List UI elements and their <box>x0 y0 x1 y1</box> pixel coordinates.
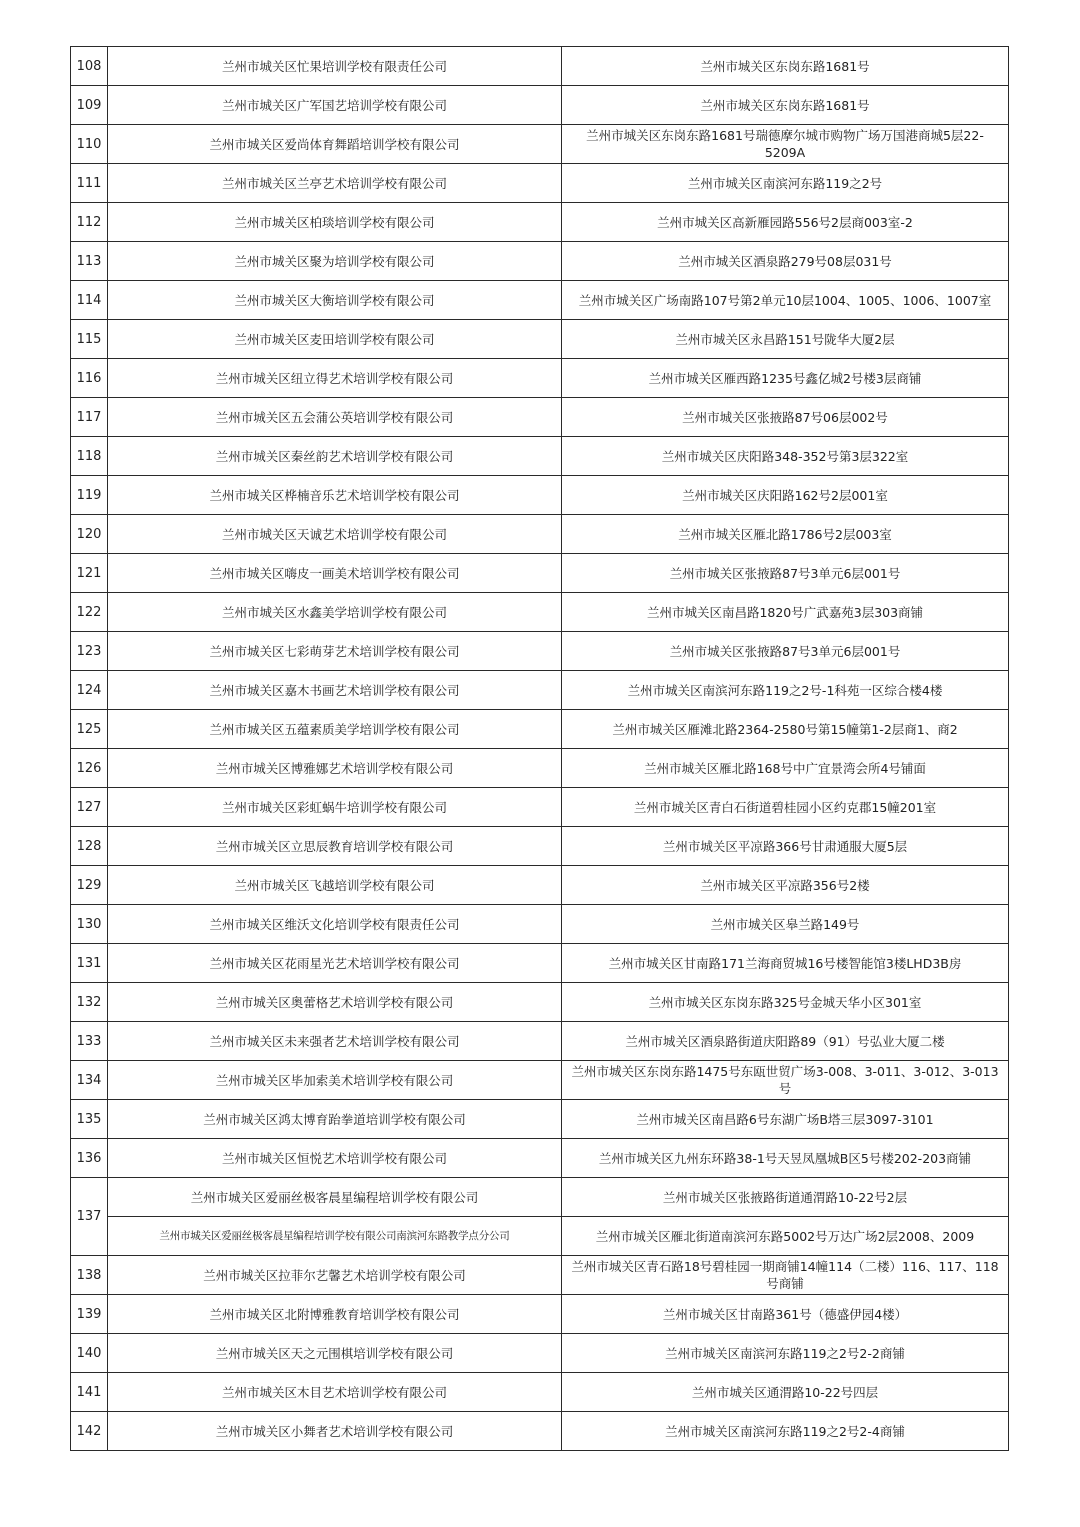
row-number: 109 <box>71 86 108 125</box>
table-row <box>71 1295 1009 1334</box>
school-name: 兰州市城关区聚为培训学校有限公司 <box>108 242 562 281</box>
table-row <box>71 320 1009 359</box>
row-number: 121 <box>71 554 108 593</box>
row-number: 125 <box>71 710 108 749</box>
table-row <box>71 1061 1009 1100</box>
row-number: 141 <box>71 1373 108 1412</box>
row-number: 111 <box>71 164 108 203</box>
school-name: 兰州市城关区广军国艺培训学校有限公司 <box>108 86 562 125</box>
school-name: 兰州市城关区博雅娜艺术培训学校有限公司 <box>108 749 562 788</box>
school-name: 兰州市城关区毕加索美术培训学校有限公司 <box>108 1061 562 1100</box>
school-address: 兰州市城关区张掖路87号3单元6层001号 <box>562 554 1009 593</box>
row-number: 137 <box>71 1178 108 1256</box>
school-name: 兰州市城关区嘉木书画艺术培训学校有限公司 <box>108 671 562 710</box>
row-number: 139 <box>71 1295 108 1334</box>
table-row <box>71 944 1009 983</box>
school-name: 兰州市城关区兰亭艺术培训学校有限公司 <box>108 164 562 203</box>
row-number: 113 <box>71 242 108 281</box>
school-name: 兰州市城关区小舞者艺术培训学校有限公司 <box>108 1412 562 1451</box>
row-number: 108 <box>71 47 108 86</box>
table-row <box>71 398 1009 437</box>
school-name: 兰州市城关区五蕴素质美学培训学校有限公司 <box>108 710 562 749</box>
school-name: 兰州市城关区天之元围棋培训学校有限公司 <box>108 1334 562 1373</box>
row-number: 110 <box>71 125 108 164</box>
school-name: 兰州市城关区忙果培训学校有限责任公司 <box>108 47 562 86</box>
row-number: 112 <box>71 203 108 242</box>
school-address: 兰州市城关区雁北街道南滨河东路5002号万达广场2层2008、2009 <box>562 1217 1009 1256</box>
school-address: 兰州市城关区南昌路6号东湖广场B塔三层3097-3101 <box>562 1100 1009 1139</box>
row-number: 118 <box>71 437 108 476</box>
school-name: 兰州市城关区恒悦艺术培训学校有限公司 <box>108 1139 562 1178</box>
table-row <box>71 242 1009 281</box>
table-row <box>71 632 1009 671</box>
school-name: 兰州市城关区麦田培训学校有限公司 <box>108 320 562 359</box>
row-number: 124 <box>71 671 108 710</box>
table-row <box>71 554 1009 593</box>
table-row <box>71 515 1009 554</box>
table-row <box>71 1100 1009 1139</box>
row-number: 134 <box>71 1061 108 1100</box>
school-address: 兰州市城关区高新雁园路556号2层商003室-2 <box>562 203 1009 242</box>
school-address: 兰州市城关区甘南路361号（德盛伊园4楼） <box>562 1295 1009 1334</box>
school-name: 兰州市城关区彩虹蜗牛培训学校有限公司 <box>108 788 562 827</box>
school-address: 兰州市城关区通渭路10-22号四层 <box>562 1373 1009 1412</box>
school-address: 兰州市城关区雁滩北路2364-2580号第15幢第1-2层商1、商2 <box>562 710 1009 749</box>
school-name: 兰州市城关区大衡培训学校有限公司 <box>108 281 562 320</box>
school-name: 兰州市城关区桦楠音乐艺术培训学校有限公司 <box>108 476 562 515</box>
school-name: 兰州市城关区纽立得艺术培训学校有限公司 <box>108 359 562 398</box>
row-number: 142 <box>71 1412 108 1451</box>
school-address: 兰州市城关区平凉路356号2楼 <box>562 866 1009 905</box>
table-row <box>71 749 1009 788</box>
school-name: 兰州市城关区飞越培训学校有限公司 <box>108 866 562 905</box>
school-name: 兰州市城关区天诚艺术培训学校有限公司 <box>108 515 562 554</box>
table-row <box>71 1256 1009 1295</box>
school-address: 兰州市城关区雁北路168号中广宜景湾会所4号铺面 <box>562 749 1009 788</box>
table-row <box>71 1139 1009 1178</box>
table-row <box>71 1334 1009 1373</box>
school-name: 兰州市城关区秦丝韵艺术培训学校有限公司 <box>108 437 562 476</box>
school-address: 兰州市城关区南滨河东路119之2号2-2商铺 <box>562 1334 1009 1373</box>
school-address: 兰州市城关区张掖路街道通渭路10-22号2层 <box>562 1178 1009 1217</box>
school-name: 兰州市城关区拉菲尔艺馨艺术培训学校有限公司 <box>108 1256 562 1295</box>
school-name: 兰州市城关区未来强者艺术培训学校有限公司 <box>108 1022 562 1061</box>
table-row <box>71 827 1009 866</box>
school-address: 兰州市城关区九州东环路38-1号天昱凤凰城B区5号楼202-203商铺 <box>562 1139 1009 1178</box>
school-name: 兰州市城关区柏琰培训学校有限公司 <box>108 203 562 242</box>
row-number: 130 <box>71 905 108 944</box>
table-row <box>71 437 1009 476</box>
row-number: 128 <box>71 827 108 866</box>
row-number: 115 <box>71 320 108 359</box>
school-address: 兰州市城关区雁北路1786号2层003室 <box>562 515 1009 554</box>
school-address: 兰州市城关区青石路18号碧桂园一期商铺14幢114（二楼）116、117、118号商铺 <box>562 1256 1009 1295</box>
table-row <box>71 788 1009 827</box>
row-number: 122 <box>71 593 108 632</box>
school-address: 兰州市城关区张掖路87号3单元6层001号 <box>562 632 1009 671</box>
table-row <box>71 905 1009 944</box>
row-number: 129 <box>71 866 108 905</box>
table-row <box>71 164 1009 203</box>
table-row <box>71 1412 1009 1451</box>
row-number: 135 <box>71 1100 108 1139</box>
table-row <box>71 1178 1009 1217</box>
school-name: 兰州市城关区北附博雅教育培训学校有限公司 <box>108 1295 562 1334</box>
school-address: 兰州市城关区南滨河东路119之2号2-4商铺 <box>562 1412 1009 1451</box>
table-row <box>71 203 1009 242</box>
table-body <box>71 47 1009 1451</box>
school-name: 兰州市城关区七彩萌芽艺术培训学校有限公司 <box>108 632 562 671</box>
row-number: 132 <box>71 983 108 1022</box>
row-number: 123 <box>71 632 108 671</box>
table-row <box>71 476 1009 515</box>
school-address: 兰州市城关区东岗东路325号金城天华小区301室 <box>562 983 1009 1022</box>
row-number: 136 <box>71 1139 108 1178</box>
table-row <box>71 1022 1009 1061</box>
school-address: 兰州市城关区东岗东路1681号 <box>562 47 1009 86</box>
table-row <box>71 125 1009 164</box>
branch-school-name: 兰州市城关区爱丽丝极客晨星编程培训学校有限公司南滨河东路教学点分公司 <box>108 1217 562 1256</box>
row-number: 140 <box>71 1334 108 1373</box>
school-address: 兰州市城关区青白石街道碧桂园小区约克郡15幢201室 <box>562 788 1009 827</box>
row-number: 120 <box>71 515 108 554</box>
school-address: 兰州市城关区雁西路1235号鑫亿城2号楼3层商铺 <box>562 359 1009 398</box>
school-name: 兰州市城关区五会蒲公英培训学校有限公司 <box>108 398 562 437</box>
school-list-table <box>70 46 1009 1451</box>
school-address: 兰州市城关区庆阳路348-352号第3层322室 <box>562 437 1009 476</box>
table-row <box>71 671 1009 710</box>
school-address: 兰州市城关区庆阳路162号2层001室 <box>562 476 1009 515</box>
school-name: 兰州市城关区维沃文化培训学校有限责任公司 <box>108 905 562 944</box>
school-address: 兰州市城关区皋兰路149号 <box>562 905 1009 944</box>
school-address: 兰州市城关区平凉路366号甘肃通服大厦5层 <box>562 827 1009 866</box>
row-number: 138 <box>71 1256 108 1295</box>
school-address: 兰州市城关区酒泉路街道庆阳路89（91）号弘业大厦二楼 <box>562 1022 1009 1061</box>
row-number: 116 <box>71 359 108 398</box>
school-address: 兰州市城关区东岗东路1681号瑞德摩尔城市购物广场万国港商城5层22-5209A <box>562 125 1009 164</box>
school-name: 兰州市城关区花雨星光艺术培训学校有限公司 <box>108 944 562 983</box>
table-row <box>71 281 1009 320</box>
table-row <box>71 47 1009 86</box>
school-address: 兰州市城关区南滨河东路119之2号-1科苑一区综合楼4楼 <box>562 671 1009 710</box>
school-address: 兰州市城关区东岗东路1681号 <box>562 86 1009 125</box>
table-row <box>71 1217 1009 1256</box>
row-number: 114 <box>71 281 108 320</box>
row-number: 119 <box>71 476 108 515</box>
table-row <box>71 866 1009 905</box>
table-row <box>71 359 1009 398</box>
school-address: 兰州市城关区永昌路151号陇华大厦2层 <box>562 320 1009 359</box>
row-number: 126 <box>71 749 108 788</box>
row-number: 131 <box>71 944 108 983</box>
table-row <box>71 593 1009 632</box>
school-address: 兰州市城关区广场南路107号第2单元10层1004、1005、1006、1007室 <box>562 281 1009 320</box>
school-name: 兰州市城关区爱丽丝极客晨星编程培训学校有限公司 <box>108 1178 562 1217</box>
table-row <box>71 710 1009 749</box>
table-row <box>71 86 1009 125</box>
school-address: 兰州市城关区东岗东路1475号东瓯世贸广场3-008、3-011、3-012、3-013号 <box>562 1061 1009 1100</box>
row-number: 133 <box>71 1022 108 1061</box>
school-name: 兰州市城关区奥蕾格艺术培训学校有限公司 <box>108 983 562 1022</box>
school-name: 兰州市城关区鸿太博育跆拳道培训学校有限公司 <box>108 1100 562 1139</box>
row-number: 117 <box>71 398 108 437</box>
school-name: 兰州市城关区嗨皮一画美术培训学校有限公司 <box>108 554 562 593</box>
school-address: 兰州市城关区南昌路1820号广武嘉苑3层303商铺 <box>562 593 1009 632</box>
table-row <box>71 1373 1009 1412</box>
school-name: 兰州市城关区木目艺术培训学校有限公司 <box>108 1373 562 1412</box>
school-address: 兰州市城关区酒泉路279号08层031号 <box>562 242 1009 281</box>
school-address: 兰州市城关区南滨河东路119之2号 <box>562 164 1009 203</box>
school-name: 兰州市城关区立思辰教育培训学校有限公司 <box>108 827 562 866</box>
table-row <box>71 983 1009 1022</box>
school-address: 兰州市城关区甘南路171兰海商贸城16号楼智能馆3楼LHD3B房 <box>562 944 1009 983</box>
school-address: 兰州市城关区张掖路87号06层002号 <box>562 398 1009 437</box>
row-number: 127 <box>71 788 108 827</box>
school-name: 兰州市城关区爱尚体育舞蹈培训学校有限公司 <box>108 125 562 164</box>
school-name: 兰州市城关区水鑫美学培训学校有限公司 <box>108 593 562 632</box>
